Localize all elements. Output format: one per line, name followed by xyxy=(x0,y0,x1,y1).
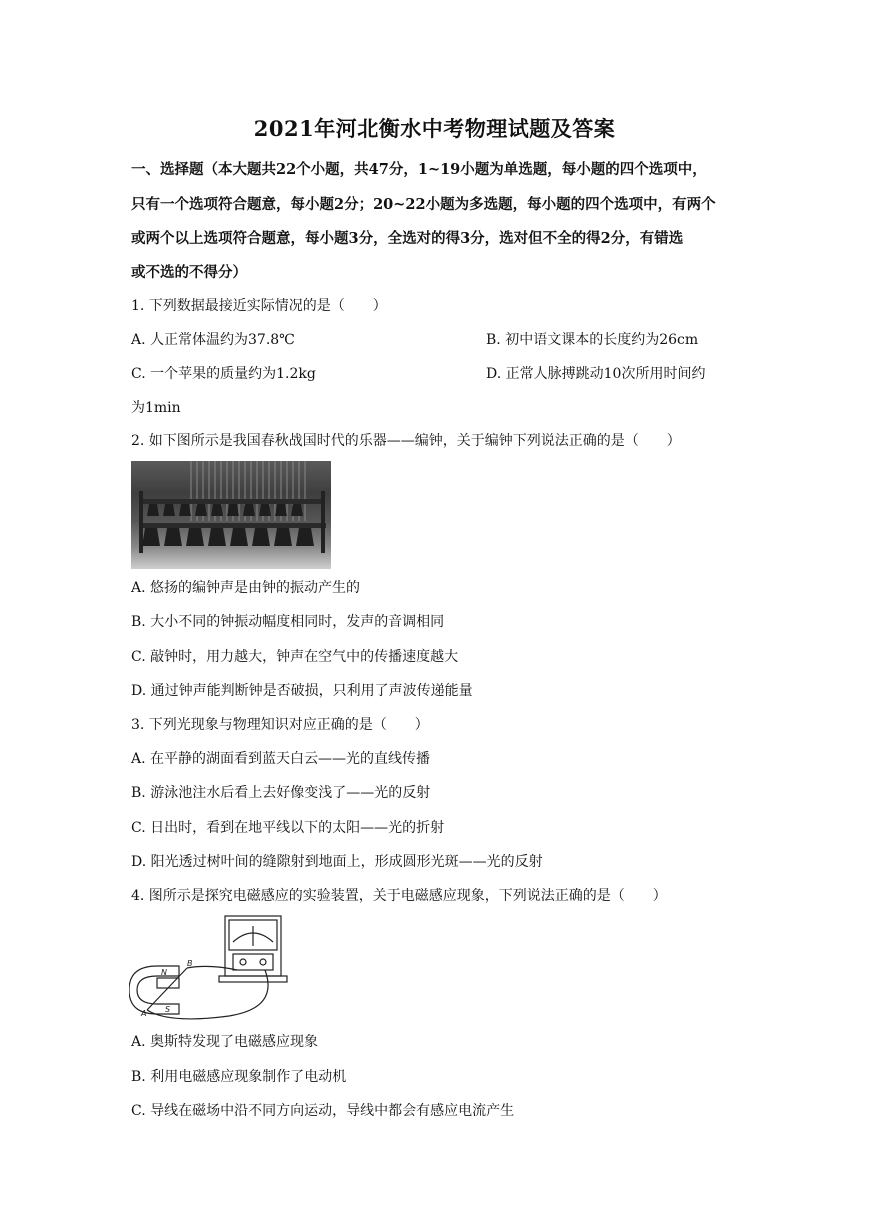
q3-stem: 3. 下列光现象与物理知识对应正确的是（ ） xyxy=(131,717,429,733)
q2-option-a: A. 悠扬的编钟声是由钟的振动产生的 xyxy=(131,580,361,596)
q2-stem: 2. 如下图所示是我国春秋战国时代的乐器——编钟，关于编钟下列说法正确的是（ ） xyxy=(131,433,681,449)
q1-option-a: A. 人正常体温约为37.8℃ xyxy=(131,332,295,348)
wire-end-b-label: B xyxy=(187,959,193,968)
q2-option-b: B. 大小不同的钟振动幅度相同时，发声的音调相同 xyxy=(131,614,445,630)
page-title: 2021年河北衡水中考物理试题及答案 xyxy=(253,116,616,141)
q1-stem: 1. 下列数据最接近实际情况的是（ ） xyxy=(131,298,387,314)
wire-end-a-label: A xyxy=(141,1009,147,1018)
q2-option-c: C. 敲钟时，用力越大，钟声在空气中的传播速度越大 xyxy=(131,649,459,665)
section-heading-line-4: 或不选的不得分） xyxy=(131,264,247,281)
q1-option-b: B. 初中语文课本的长度约为26cm xyxy=(486,332,699,348)
q3-option-b: B. 游泳池注水后看上去好像变浅了——光的反射 xyxy=(131,785,431,801)
q4-option-a: A. 奥斯特发现了电磁感应现象 xyxy=(131,1034,319,1050)
q3-option-a: A. 在平静的湖面看到蓝天白云——光的直线传播 xyxy=(131,751,431,767)
q3-option-d: D. 阳光透过树叶间的缝隙射到地面上，形成圆形光斑——光的反射 xyxy=(131,854,543,870)
electromagnetic-induction-figure xyxy=(129,912,289,1024)
q3-option-c: C. 日出时，看到在地平线以下的太阳——光的折射 xyxy=(131,820,445,836)
magnet-south-label: S xyxy=(165,1005,171,1014)
q4-option-b: B. 利用电磁感应现象制作了电动机 xyxy=(131,1069,347,1085)
bianzhong-photo xyxy=(131,461,331,569)
q2-option-d: D. 通过钟声能判断钟是否破损，只利用了声波传递能量 xyxy=(131,683,473,699)
q1-option-c: C. 一个苹果的质量约为1.2kg xyxy=(131,366,316,382)
section-heading-line-3: 或两个以上选项符合题意，每小题3分，全选对的得3分，选对但不全的得2分，有错选 xyxy=(131,230,684,247)
magnet-north-label: N xyxy=(161,968,167,977)
section-heading-line-2: 只有一个选项符合题意，每小题2分；20~22小题为多选题，每小题的四个选项中，有两个 xyxy=(131,196,716,213)
q1-option-d: D. 正常人脉搏跳动10次所用时间约 xyxy=(486,366,706,382)
q4-stem: 4. 图所示是探究电磁感应的实验装置，关于电磁感应现象，下列说法正确的是（ ） xyxy=(131,888,667,904)
q1-option-d-continued: 为1min xyxy=(131,400,181,416)
section-heading-line-1: 一、选择题（本大题共22个小题，共47分，1~19小题为单选题，每小题的四个选项中， xyxy=(131,161,707,178)
q4-option-c: C. 导线在磁场中沿不同方向运动，导线中都会有感应电流产生 xyxy=(131,1103,515,1119)
